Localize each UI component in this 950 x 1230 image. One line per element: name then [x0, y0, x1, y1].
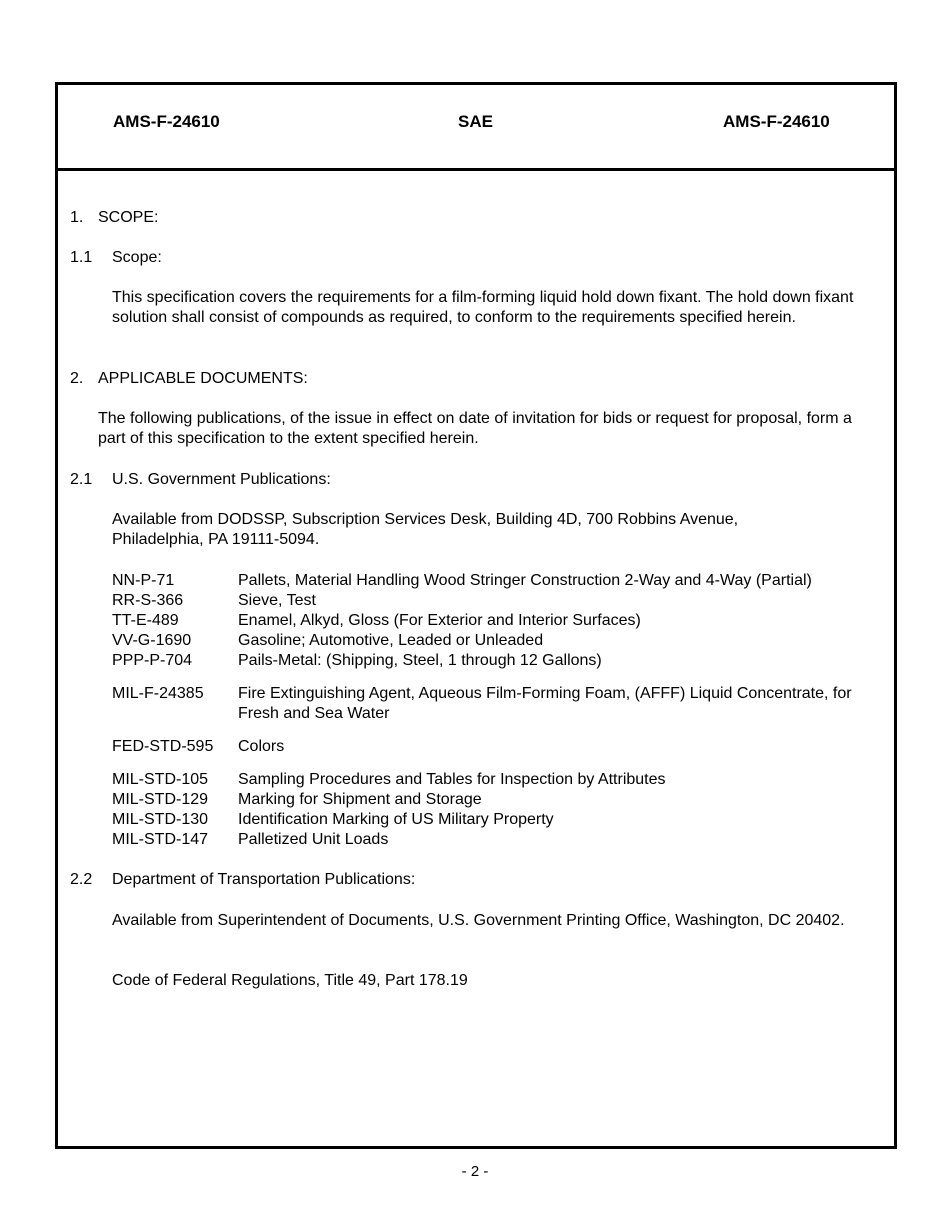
document-code: PPP-P-704: [112, 652, 193, 669]
document-code: MIL-STD-129: [112, 791, 209, 808]
document-code: MIL-STD-130: [112, 811, 209, 828]
section-2-1-title: U.S. Government Publications:: [112, 471, 331, 488]
document-code: TT-E-489: [112, 612, 179, 629]
document-code: RR-S-366: [112, 592, 184, 609]
section-2-number: 2.: [70, 370, 84, 387]
section-1-1-title: Scope:: [112, 249, 162, 266]
section-2-2-cfr-reference: Code of Federal Regulations, Title 49, Part 178.19: [112, 972, 468, 989]
document-item-mil-f-24385: [112, 684, 872, 724]
document-title: Palletized Unit Loads: [238, 831, 389, 848]
document-code: MIL-F-24385: [112, 685, 204, 702]
section-1-1-number: 1.1: [70, 249, 93, 266]
document-code: FED-STD-595: [112, 738, 214, 755]
section-2-2-number: 2.2: [70, 871, 93, 888]
document-header: [58, 85, 894, 171]
section-1-title: SCOPE:: [98, 209, 159, 226]
document-title: Pallets, Material Handling Wood Stringer Construction 2-Way and 4-Way (Partial): [238, 572, 812, 589]
document-code: MIL-STD-147: [112, 831, 209, 848]
document-code: NN-P-71: [112, 572, 175, 589]
header-doc-id-right: AMS-F-24610: [723, 112, 830, 131]
section-2-1-paragraph: Available from DODSSP, Subscription Services Desk, Building 4D, 700 Robbins Avenue, Philadelphia, PA 19111-5094.: [112, 511, 739, 548]
document-code: MIL-STD-105: [112, 771, 209, 788]
document-code: VV-G-1690: [112, 632, 192, 649]
header-publisher: SAE: [458, 112, 493, 131]
section-2-title: APPLICABLE DOCUMENTS:: [98, 370, 308, 387]
document-title: Fire Extinguishing Agent, Aqueous Film-Forming Foam, (AFFF) Liquid Concentrate, for Fresh and Sea Water: [238, 685, 852, 722]
section-2-1-number: 2.1: [70, 471, 93, 488]
document-title: Enamel, Alkyd, Gloss (For Exterior and Interior Surfaces): [238, 612, 641, 629]
document-title: Identification Marking of US Military Property: [238, 811, 554, 828]
section-1-1-paragraph: This specification covers the requirements for a film-forming liquid hold down fixant. The hold down fixant solution shall consist of compounds as required, to conform to the requirements specified herein.: [112, 289, 854, 326]
section-1-number: 1.: [70, 209, 84, 226]
document-item-fed-std-595: [112, 737, 872, 757]
document-title: Sieve, Test: [238, 592, 316, 609]
page-number: - 2 -: [461, 1163, 489, 1180]
header-doc-id-left: AMS-F-24610: [113, 112, 220, 131]
document-title: Pails-Metal: (Shipping, Steel, 1 through 12 Gallons): [238, 652, 602, 669]
document-title: Colors: [238, 738, 285, 755]
document-title: Gasoline; Automotive, Leaded or Unleaded: [238, 632, 544, 649]
section-2-2-title: Department of Transportation Publications:: [112, 871, 416, 888]
section-2-paragraph: The following publications, of the issue in effect on date of invitation for bids or request for proposal, form a part of this specification to the extent specified herein.: [98, 410, 852, 447]
document-title: Marking for Shipment and Storage: [238, 791, 482, 808]
document-title: Sampling Procedures and Tables for Inspection by Attributes: [238, 771, 666, 788]
section-2-2-paragraph: Available from Superintendent of Documents, U.S. Government Printing Office, Washington, DC 20402.: [112, 912, 845, 929]
